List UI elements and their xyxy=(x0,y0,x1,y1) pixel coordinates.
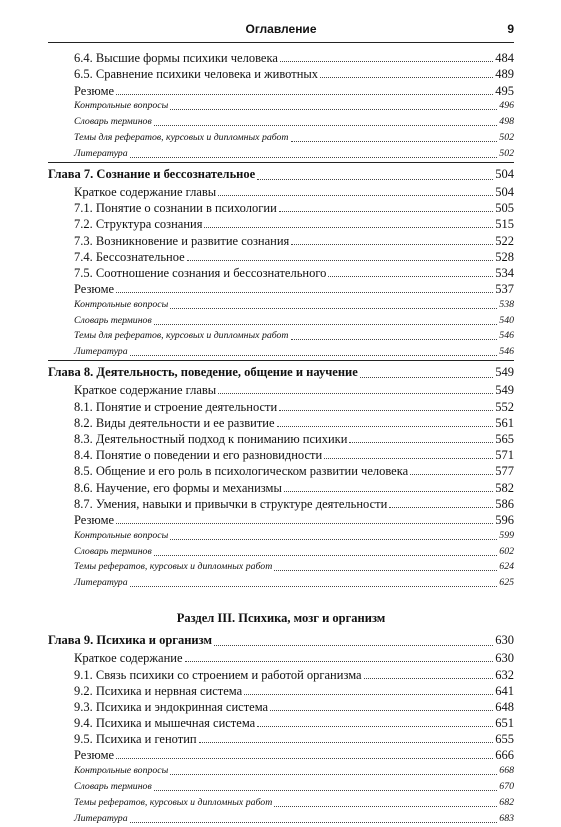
toc-entry-page: 540 xyxy=(499,314,514,326)
dot-leader xyxy=(280,61,493,62)
toc-entry-page: 549 xyxy=(495,383,514,398)
toc-entry[interactable] xyxy=(48,560,514,576)
toc-entry-title: Словарь терминов xyxy=(74,314,152,326)
dot-leader xyxy=(170,308,497,309)
toc-entry[interactable] xyxy=(48,496,514,512)
toc-entry[interactable] xyxy=(48,795,514,811)
toc-entry-page: 630 xyxy=(495,651,514,666)
toc-entry[interactable] xyxy=(48,666,514,682)
dot-leader xyxy=(279,211,493,212)
toc-entry-title: Литература xyxy=(74,812,128,824)
toc-entry-title: Глава 7. Сознание и бессознательное xyxy=(48,166,256,181)
toc-entry[interactable] xyxy=(48,382,514,398)
toc-entry-title: Резюме xyxy=(74,282,115,297)
toc-entry-title: 8.6. Научение, его формы и механизмы xyxy=(74,480,282,495)
toc-entry-title: Темы для рефератов, курсовых и дипломных работ xyxy=(74,330,289,342)
toc-entry-title: Контрольные вопросы xyxy=(74,765,169,777)
toc-entry-title: Темы для рефератов, курсовых и дипломных работ xyxy=(74,131,289,143)
toc-entry[interactable] xyxy=(48,232,514,248)
toc-entry-page: 552 xyxy=(495,399,514,414)
dot-leader xyxy=(116,523,493,524)
toc-entry-page: 682 xyxy=(499,796,514,808)
toc-entry-title: Словарь терминов xyxy=(74,781,152,793)
toc-entry-title: 8.2. Виды деятельности и ее развитие xyxy=(74,415,275,430)
toc-entry-title: Краткое содержание xyxy=(74,651,183,666)
toc-entry[interactable] xyxy=(48,114,514,130)
toc-entry[interactable] xyxy=(48,544,514,560)
dot-leader xyxy=(214,645,493,646)
dot-leader xyxy=(154,324,498,325)
toc-entry[interactable] xyxy=(48,50,514,66)
dot-leader xyxy=(364,678,494,679)
dot-leader xyxy=(279,410,493,411)
toc-entry-title: 9.5. Психика и генотип xyxy=(74,732,197,747)
toc-entry[interactable] xyxy=(48,415,514,431)
toc-entry-page: 502 xyxy=(499,131,514,143)
dot-leader xyxy=(116,94,493,95)
dot-leader xyxy=(170,774,497,775)
dot-leader xyxy=(291,339,498,340)
toc-entry-title: 9.1. Связь психики со строением и работой организма xyxy=(74,667,362,682)
toc-entry-page: 648 xyxy=(495,699,514,714)
dot-leader xyxy=(389,507,493,508)
toc-entry-page: 522 xyxy=(495,233,514,248)
dot-leader xyxy=(218,393,493,394)
toc-entry-title: 8.3. Деятельностный подход к пониманию психики xyxy=(74,432,348,446)
toc-entry-title: Литература xyxy=(74,577,128,589)
toc-entry[interactable] xyxy=(48,99,514,115)
toc-entry[interactable] xyxy=(48,811,514,827)
toc-entry[interactable] xyxy=(48,146,514,162)
toc-entry[interactable] xyxy=(48,779,514,795)
dot-leader xyxy=(130,355,498,356)
table-of-contents xyxy=(48,50,514,827)
toc-entry-page: 582 xyxy=(495,480,514,495)
dot-leader xyxy=(154,555,498,556)
toc-entry-page: 632 xyxy=(495,667,514,682)
toc-entry-title: Резюме xyxy=(74,748,115,763)
toc-entry-page: 484 xyxy=(495,51,514,66)
toc-entry-title: Литература xyxy=(74,147,128,159)
toc-entry-page: 515 xyxy=(495,217,514,232)
toc-entry[interactable] xyxy=(48,528,514,544)
toc-entry[interactable] xyxy=(48,66,514,82)
running-header xyxy=(48,20,514,43)
toc-entry-page: 496 xyxy=(499,100,514,112)
dot-leader xyxy=(244,694,493,695)
toc-entry-page: 571 xyxy=(495,448,514,463)
toc-entry[interactable] xyxy=(48,130,514,146)
toc-entry-page: 549 xyxy=(495,365,514,380)
toc-entry[interactable] xyxy=(48,313,514,329)
toc-entry-title: 9.3. Психика и эндокринная система xyxy=(74,699,269,714)
toc-chapter-entry[interactable] xyxy=(48,165,514,184)
toc-entry[interactable] xyxy=(48,398,514,414)
toc-entry-title: Резюме xyxy=(74,512,115,527)
toc-entry-title: Контрольные вопросы xyxy=(74,298,169,310)
toc-entry-title: 7.2. Структура сознания xyxy=(74,217,203,232)
toc-entry-page: 641 xyxy=(495,683,514,698)
toc-entry-title: 8.7. Умения, навыки и привычки в структуре деятельности xyxy=(74,496,388,511)
toc-entry[interactable] xyxy=(48,297,514,313)
running-header-title: Оглавление xyxy=(245,22,317,36)
dot-leader xyxy=(154,790,498,791)
dot-leader xyxy=(170,109,497,110)
toc-entry[interactable] xyxy=(48,512,514,528)
toc-entry-page: 504 xyxy=(495,166,514,181)
page-number: 9 xyxy=(507,22,514,36)
toc-entry-title: Краткое содержание главы xyxy=(74,184,217,199)
toc-entry-page: 528 xyxy=(495,249,514,264)
toc-entry[interactable] xyxy=(48,650,514,666)
toc-entry-title: 8.5. Общение и его роль в психологическом развитии человека xyxy=(74,464,409,479)
dot-leader xyxy=(154,125,498,126)
toc-entry-page: 630 xyxy=(495,633,514,648)
toc-entry-title: Резюме xyxy=(74,83,115,98)
dot-leader xyxy=(130,586,498,587)
toc-entry-title: 9.2. Психика и нервная система xyxy=(74,683,243,698)
toc-entry-page: 489 xyxy=(495,67,514,82)
toc-entry[interactable] xyxy=(48,344,514,360)
toc-entry-page: 495 xyxy=(495,83,514,98)
toc-chapter-entry[interactable] xyxy=(48,631,514,650)
toc-entry-title: 7.1. Понятие о сознании в психологии xyxy=(74,201,277,216)
toc-entry[interactable] xyxy=(48,715,514,731)
dot-leader xyxy=(291,141,498,142)
toc-entry[interactable] xyxy=(48,479,514,495)
dot-leader xyxy=(116,758,493,759)
dot-leader xyxy=(274,806,497,807)
toc-entry-title: 6.4. Высшие формы психики человека xyxy=(74,51,278,66)
toc-entry-page: 546 xyxy=(499,330,514,342)
toc-entry-page: 683 xyxy=(499,812,514,824)
toc-entry-title: Глава 9. Психика и организм xyxy=(48,633,212,648)
toc-entry[interactable] xyxy=(48,216,514,232)
toc-entry-title: Контрольные вопросы xyxy=(74,100,169,112)
toc-entry-page: 537 xyxy=(495,282,514,297)
toc-entry[interactable] xyxy=(48,281,514,297)
toc-entry[interactable] xyxy=(48,200,514,216)
toc-entry[interactable] xyxy=(48,431,514,447)
toc-entry-page: 666 xyxy=(495,748,514,763)
toc-entry-title: Глава 8. Деятельность, поведение, общение и научение xyxy=(48,365,358,380)
toc-entry-title: 7.5. Соотношение сознания и бессознательного xyxy=(74,265,327,280)
toc-entry-page: 625 xyxy=(499,577,514,589)
toc-entry-page: 651 xyxy=(495,716,514,731)
toc-entry[interactable] xyxy=(48,447,514,463)
toc-chapter-entry[interactable] xyxy=(48,363,514,382)
toc-entry-page: 565 xyxy=(495,432,514,446)
dot-leader xyxy=(199,742,494,743)
toc-entry-page: 502 xyxy=(499,147,514,159)
toc-entry-title: Темы рефератов, курсовых и дипломных работ xyxy=(74,796,273,808)
dot-leader xyxy=(410,474,493,475)
toc-entry[interactable] xyxy=(48,184,514,200)
dot-leader xyxy=(130,822,498,823)
dot-leader xyxy=(204,227,493,228)
toc-entry-title: Литература xyxy=(74,346,128,358)
dot-leader xyxy=(284,491,493,492)
toc-entry-page: 577 xyxy=(495,464,514,479)
toc-entry[interactable] xyxy=(48,249,514,265)
dot-leader xyxy=(270,710,493,711)
dot-leader xyxy=(277,426,494,427)
toc-entry-title: 8.4. Понятие о поведении и его разновидности xyxy=(74,448,323,463)
dot-leader xyxy=(274,570,497,571)
toc-entry[interactable] xyxy=(48,763,514,779)
toc-entry[interactable] xyxy=(48,265,514,281)
toc-entry[interactable] xyxy=(48,82,514,98)
toc-entry-page: 599 xyxy=(499,529,514,541)
toc-entry-title: 7.4. Бессознательное xyxy=(74,249,185,264)
toc-entry-page: 504 xyxy=(495,184,514,199)
toc-entry-page: 670 xyxy=(499,781,514,793)
dot-leader xyxy=(257,726,493,727)
toc-entry[interactable] xyxy=(48,683,514,699)
dot-leader xyxy=(360,377,493,378)
toc-entry-title: 9.4. Психика и мышечная система xyxy=(74,716,256,731)
dot-leader xyxy=(320,77,493,78)
toc-entry-page: 538 xyxy=(499,298,514,310)
toc-entry-title: Словарь терминов xyxy=(74,116,152,128)
toc-entry-page: 561 xyxy=(495,415,514,430)
part-title: Раздел III. Психика, мозг и организм xyxy=(176,611,386,626)
dot-leader xyxy=(291,244,493,245)
dot-leader xyxy=(324,458,493,459)
dot-leader xyxy=(218,195,493,196)
dot-leader xyxy=(187,260,494,261)
toc-entry[interactable] xyxy=(48,329,514,345)
toc-entry-page: 668 xyxy=(499,765,514,777)
dot-leader xyxy=(257,179,493,180)
toc-entry[interactable] xyxy=(48,731,514,747)
toc-entry[interactable] xyxy=(48,463,514,479)
toc-entry-page: 534 xyxy=(495,265,514,280)
toc-entry[interactable] xyxy=(48,575,514,591)
toc-entry[interactable] xyxy=(48,747,514,763)
toc-entry-page: 624 xyxy=(499,561,514,573)
toc-entry-title: 6.5. Сравнение психики человека и животных xyxy=(74,67,319,82)
toc-entry-page: 655 xyxy=(495,732,514,747)
toc-entry-page: 505 xyxy=(495,201,514,216)
toc-entry-page: 586 xyxy=(495,496,514,511)
toc-entry-title: 8.1. Понятие и строение деятельности xyxy=(74,399,278,414)
toc-entry[interactable] xyxy=(48,699,514,715)
dot-leader xyxy=(130,157,498,158)
toc-entry-title: Словарь терминов xyxy=(74,545,152,557)
toc-entry-page: 546 xyxy=(499,346,514,358)
toc-entry-page: 498 xyxy=(499,116,514,128)
toc-entry-title: Темы рефератов, курсовых и дипломных работ xyxy=(74,561,273,573)
dot-leader xyxy=(185,661,494,662)
toc-entry-title: Краткое содержание главы xyxy=(74,383,217,398)
dot-leader xyxy=(170,539,497,540)
dot-leader xyxy=(328,276,493,277)
dot-leader xyxy=(116,292,493,293)
dot-leader xyxy=(349,442,493,443)
toc-entry-title: Контрольные вопросы xyxy=(74,529,169,541)
toc-entry-page: 596 xyxy=(495,512,514,527)
toc-entry-title: 7.3. Возникновение и развитие сознания xyxy=(74,233,290,248)
toc-entry-page: 602 xyxy=(499,545,514,557)
